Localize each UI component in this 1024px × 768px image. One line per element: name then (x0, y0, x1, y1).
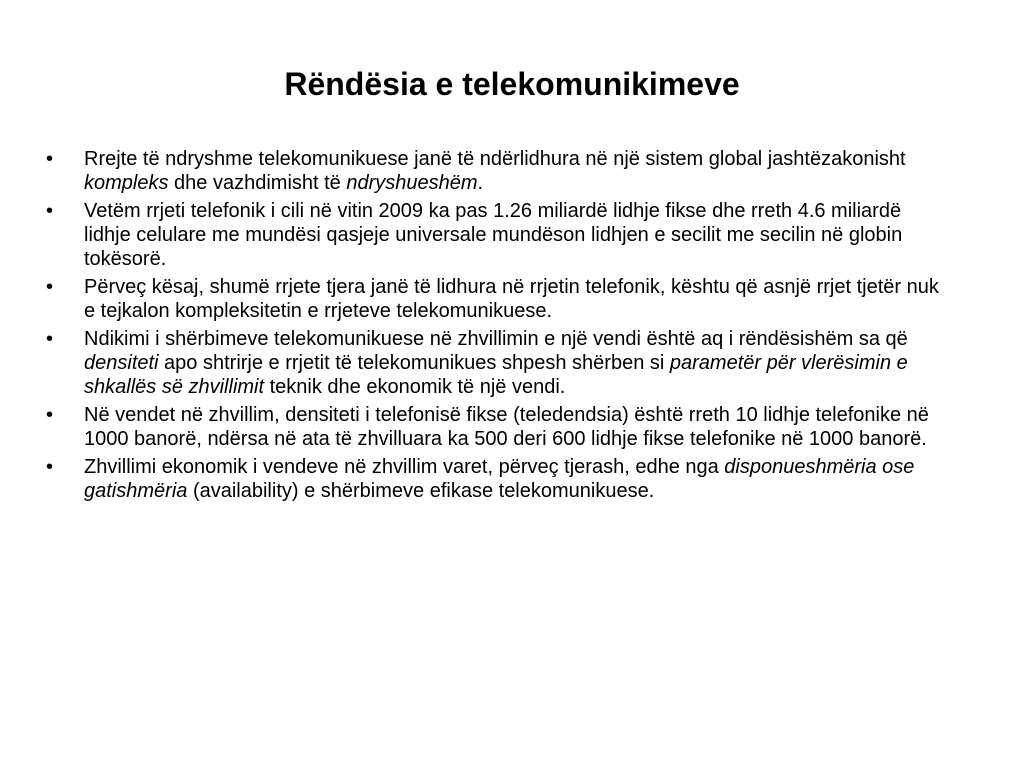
text-segment: Në vendet në zhvillim, densiteti i telefonisë fikse (teledendsia) është rreth 10 lidhje telefonike në 1000 banorë, ndërsa në ata të zhvilluara ka 500 deri 600 lidhje fikse telefonike në 1000 banorë. (84, 404, 929, 450)
text-segment: Zhvillimi ekonomik i vendeve në zhvillim varet, përveç tjerash, edhe nga (84, 456, 725, 478)
bullet-item (46, 455, 946, 503)
emphasized-text: kompleks (84, 172, 169, 194)
bullet-text (84, 456, 914, 502)
bullet-text (84, 276, 939, 322)
bullet-text (84, 200, 902, 270)
bullet-item (46, 403, 946, 451)
text-segment: . (477, 172, 484, 194)
text-segment: (availability) e shërbimeve efikase telekomunikuese. (187, 480, 655, 502)
emphasized-text: densiteti (84, 352, 159, 374)
bullet-item (46, 147, 946, 195)
bullet-dot: • (46, 200, 54, 222)
bullet-dot: • (46, 276, 54, 298)
emphasized-text: parametër për vlerësimin e shkallës së zhvillimit (84, 352, 908, 398)
bullet-dot: • (46, 328, 54, 350)
text-segment: Vetëm rrjeti telefonik i cili në vitin 2009 ka pas 1.26 miliardë lidhje fikse dhe rreth 4.6 miliardë lidhje celulare me mundësi qasjeje universale mundëson lidhjen e secilit me secilin në globin tokësorë. (84, 200, 903, 270)
text-segment: teknik dhe ekonomik të një vendi. (264, 376, 566, 398)
bullet-dot: • (46, 456, 54, 478)
text-segment: apo shtrirje e rrjetit të telekomunikues shpesh shërben si (158, 352, 670, 374)
emphasized-text: ndryshueshëm (346, 172, 478, 194)
bullet-text (84, 148, 906, 194)
bullet-dot: • (46, 148, 54, 170)
bullet-item (46, 275, 946, 323)
bullet-list (46, 147, 946, 507)
text-segment: Rrejte të ndryshme telekomunikuese janë të ndërlidhura në një sistem global jashtëzakonisht (84, 148, 906, 170)
text-segment: Përveç kësaj, shumë rrjete tjera janë të lidhura në rrjetin telefonik, kështu që asnjë rrjet tjetër nuk e tejkalon kompleksitetin e rrjeteve telekomunikuese. (84, 276, 939, 322)
bullet-item (46, 327, 946, 399)
bullet-dot: • (46, 404, 54, 426)
bullet-text (84, 328, 908, 398)
text-segment: Ndikimi i shërbimeve telekomunikuese në zhvillimin e një vendi është aq i rëndësishëm sa që (84, 328, 908, 350)
slide-title: Rëndësia e telekomunikimeve (284, 66, 740, 102)
text-segment: dhe vazhdimisht të (168, 172, 347, 194)
emphasized-text: disponueshmëria ose gatishmëria (84, 456, 915, 502)
bullet-item (46, 199, 946, 271)
bullet-text (84, 404, 929, 450)
